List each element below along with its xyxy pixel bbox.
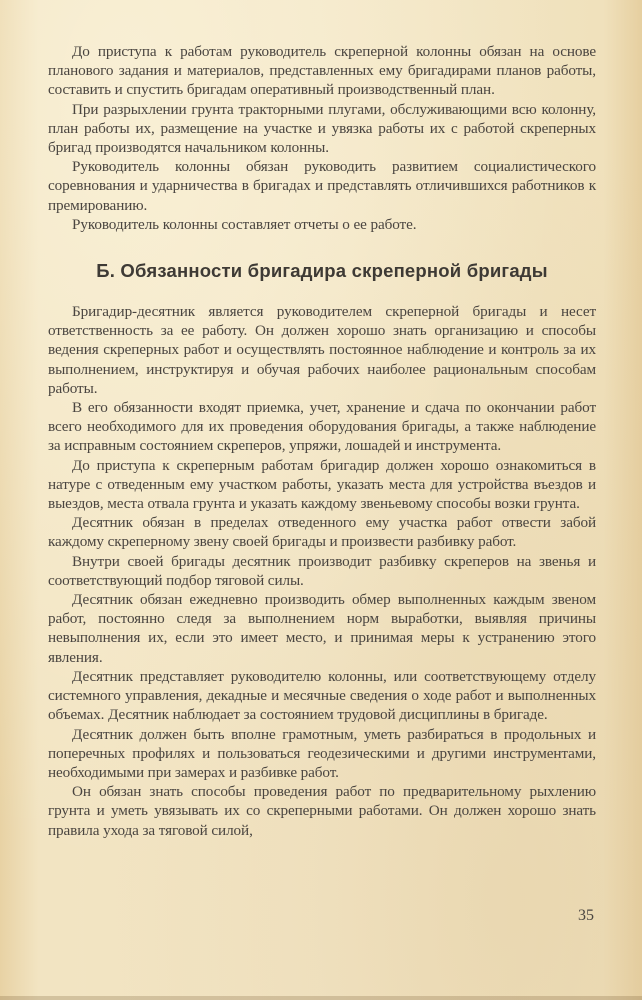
paragraph: Бригадир-десятник является руководителем скреперной бригады и несет ответственность за ее работу. Он должен хорошо знать организацию и способы ведения скреперных работ и осуществлять постоянное наблюдение и контроль за их выполнением, инструктируя и обучая рабочих наиболее рациональным способам работы. <box>48 303 596 397</box>
paragraph: Десятник обязан в пределах отведенного ему участка работ отвести забой каждому скреперному звену своей бригады и произвести разбивку работ. <box>48 514 596 551</box>
paragraph: Он обязан знать способы проведения работ по предварительному рыхлению грунта и уметь увязывать их со скреперными работами. Он должен хорошо знать правила ухода за тяговой силой, <box>48 783 596 839</box>
book-page <box>48 42 596 840</box>
paragraph: В его обязанности входят приемка, учет, хранение и сдача по окончании работ всего необходимого для их проведения оборудования бригады, а также наблюдение за исправным состоянием скреперов, упряжи, лошадей и инструмента. <box>48 399 596 455</box>
page-number: 35 <box>578 907 594 924</box>
paragraph: Десятник обязан ежедневно производить обмер выполненных каждым звеном работ, постоянно следя за выполнением норм выработки, выявляя причины невыполнения их, если это имеет место, и принимая меры к устранению этого явления. <box>48 591 596 666</box>
paragraph: Внутри своей бригады десятник производит разбивку скреперов на звенья и соответствующий подбор тяговой силы. <box>48 552 596 589</box>
paragraph: Десятник представляет руководителю колонны, или соответствующему отделу системного управления, декадные и месячные сведения о ходе работ и выполненных объемах. Десятник наблюдает за состоянием трудовой дисциплины в бригаде. <box>48 667 596 724</box>
paragraph: До приступа к работам руководитель скреперной колонны обязан на основе планового задания и материалов, представленных ему бригадирами планов работы, составить и спустить бригадам оперативный производственный план. <box>48 43 596 99</box>
page-edge <box>0 996 642 1000</box>
paragraph: Десятник должен быть вполне грамотным, уметь разбираться в продольных и поперечных профилях и пользоваться геодезическими и другими инструментами, необходимыми при замерах и разбивке работ. <box>48 725 596 781</box>
paragraph: При разрыхлении грунта тракторными плугами, обслуживающими всю колонну, план работы их, размещение на участке и увязка работы их с работой скреперных бригад производятся начальником колонны. <box>48 100 596 157</box>
paragraph: До приступа к скреперным работам бригадир должен хорошо ознакомиться в натуре с отведенным ему участком работы, указать места для устройства въездов и выездов, места отвала грунта и указать каждому звеньевому способы возки грунта. <box>48 456 596 513</box>
section-heading: Б. Обязанности бригадира скреперной бригады <box>96 260 548 282</box>
paragraph: Руководитель колонны обязан руководить развитием социалистического соревнования и ударничества в бригадах и представлять отличившихся работников к премированию. <box>48 158 596 214</box>
paragraph: Руководитель колонны составляет отчеты о ее работе. <box>72 215 417 233</box>
